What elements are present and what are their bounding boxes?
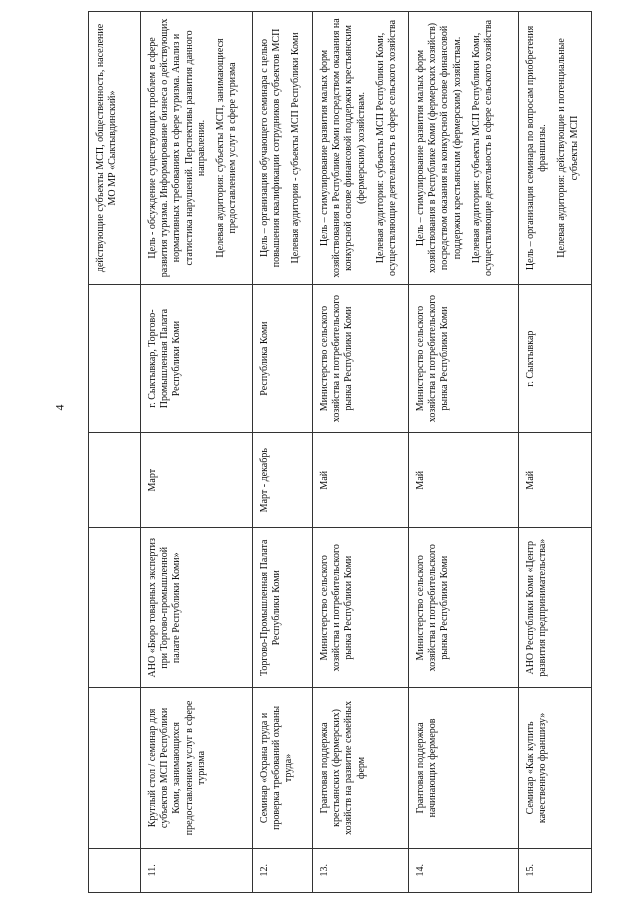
event-goal: Цель – стимулирование развития малых форм хозяйствования в Республике Коми посредством оказания на конкурсной основе финансовой поддержки крестьянским (фермерским) хозяйствам. [319,18,367,278]
table-row [313,12,409,893]
organizer: Торгово-Промышленная Палата Республики Коми [253,528,313,688]
event-place: Министерство сельского хозяйства и потребительского рынка Республики Коми [313,284,409,432]
page-number: 4 [52,404,67,411]
event-goal: Цель – стимулирование развития малых форм хозяйствования в Республике Коми (фермерских хозяйств) посредством оказания на конкурсной основе финансовой поддержки крестьянским (фермерским) хозяйствам. [415,22,463,274]
event-date: Март - декабрь [253,433,313,528]
event-description [313,12,409,285]
row-number: 13. [313,848,409,892]
row-number: 12. [253,848,313,892]
row-number: 14. [409,848,519,892]
event-description [141,12,253,285]
event-place: Министерство сельского хозяйства и потребительского рынка Республики Коми [409,284,519,432]
event-description [253,12,313,285]
cell-empty [89,284,141,432]
cell-empty [89,528,141,688]
event-title: Семинар «Как купить качественную франшизу» [519,688,592,848]
event-title: Грантовая поддержка начинающих фермеров [409,688,519,848]
cell-empty [89,433,141,528]
event-audience: Целевая аудитория: субъекты МСП Республики Коми, осуществляющие деятельность в сфере сельского хозяйства [374,19,398,276]
table-row-top [89,12,141,893]
table-row [519,12,592,893]
event-goal: Цель - обсуждение существующих проблем в сфере развития туризма. Информирование бизнеса о действующих нормативных требованиях в сфере туризма. Анализ и статистика нарушений. Перспективы развития данного направления. [147,18,207,278]
event-date: Май [313,433,409,528]
event-date: Март [141,433,253,528]
events-table [88,11,592,893]
organizer: Министерство сельского хозяйства и потребительского рынка Республики Коми [409,528,519,688]
event-audience: Целевая аудитория: субъекты МСП, занимающиеся предоставлением услуг в сфере туризма [214,38,239,258]
event-audience: Целевая аудитория: субъекты МСП Республики Коми, осуществляющие деятельность в сфере сельского хозяйства [470,19,494,276]
organizer: АНО Республики Коми «Центр развития предпринимательства» [519,528,592,688]
rotated-table-wrapper [88,11,591,893]
table-row [253,12,313,893]
event-place: г. Сыктывкар [519,284,592,432]
event-goal: Цель – организация семинара по вопросам приобретения франшизы. [525,25,549,271]
organizer: Министерство сельского хозяйства и потребительского рынка Республики Коми [313,528,409,688]
row-number: 15. [519,848,592,892]
event-date: Май [409,433,519,528]
event-goal: Цель – организация обучающего семинара с целью повышения квалификации сотрудников субъектов МСП [259,28,283,268]
event-place: г. Сыктывкар, Торгово-Промышленная Палата Республики Коми [141,284,253,432]
event-title: Семинар «Охрана труда и проверка требований охраны труда» [253,688,313,848]
event-audience: Целевая аудитория: действующие и потенциальные субъекты МСП [556,38,580,258]
event-title: Грантовая поддержка крестьянских (фермерских) хозяйств на развитие семейных ферм [313,688,409,848]
event-place: Республика Коми [253,284,313,432]
cell-empty [89,848,141,892]
cell-empty [89,688,141,848]
table-row [141,12,253,893]
event-audience: Целевая аудитория - субъекты МСП Республики Коми [290,32,302,264]
event-title: Круглый стол / семинар для субъектов МСП Республики Коми, занимающихся предоставлением услуг в сфере туризма [141,688,253,848]
event-description [519,12,592,285]
event-date: Май [519,433,592,528]
organizer: АНО «Бюро товарных экспертиз при Торгово-промышленной палате Республики Коми» [141,528,253,688]
event-description [409,12,519,285]
row-number: 11. [141,848,253,892]
table-row [409,12,519,893]
top-description: действующие субъекты МСП, общественность, население МО МР «Сыктывдинский» [89,12,141,285]
